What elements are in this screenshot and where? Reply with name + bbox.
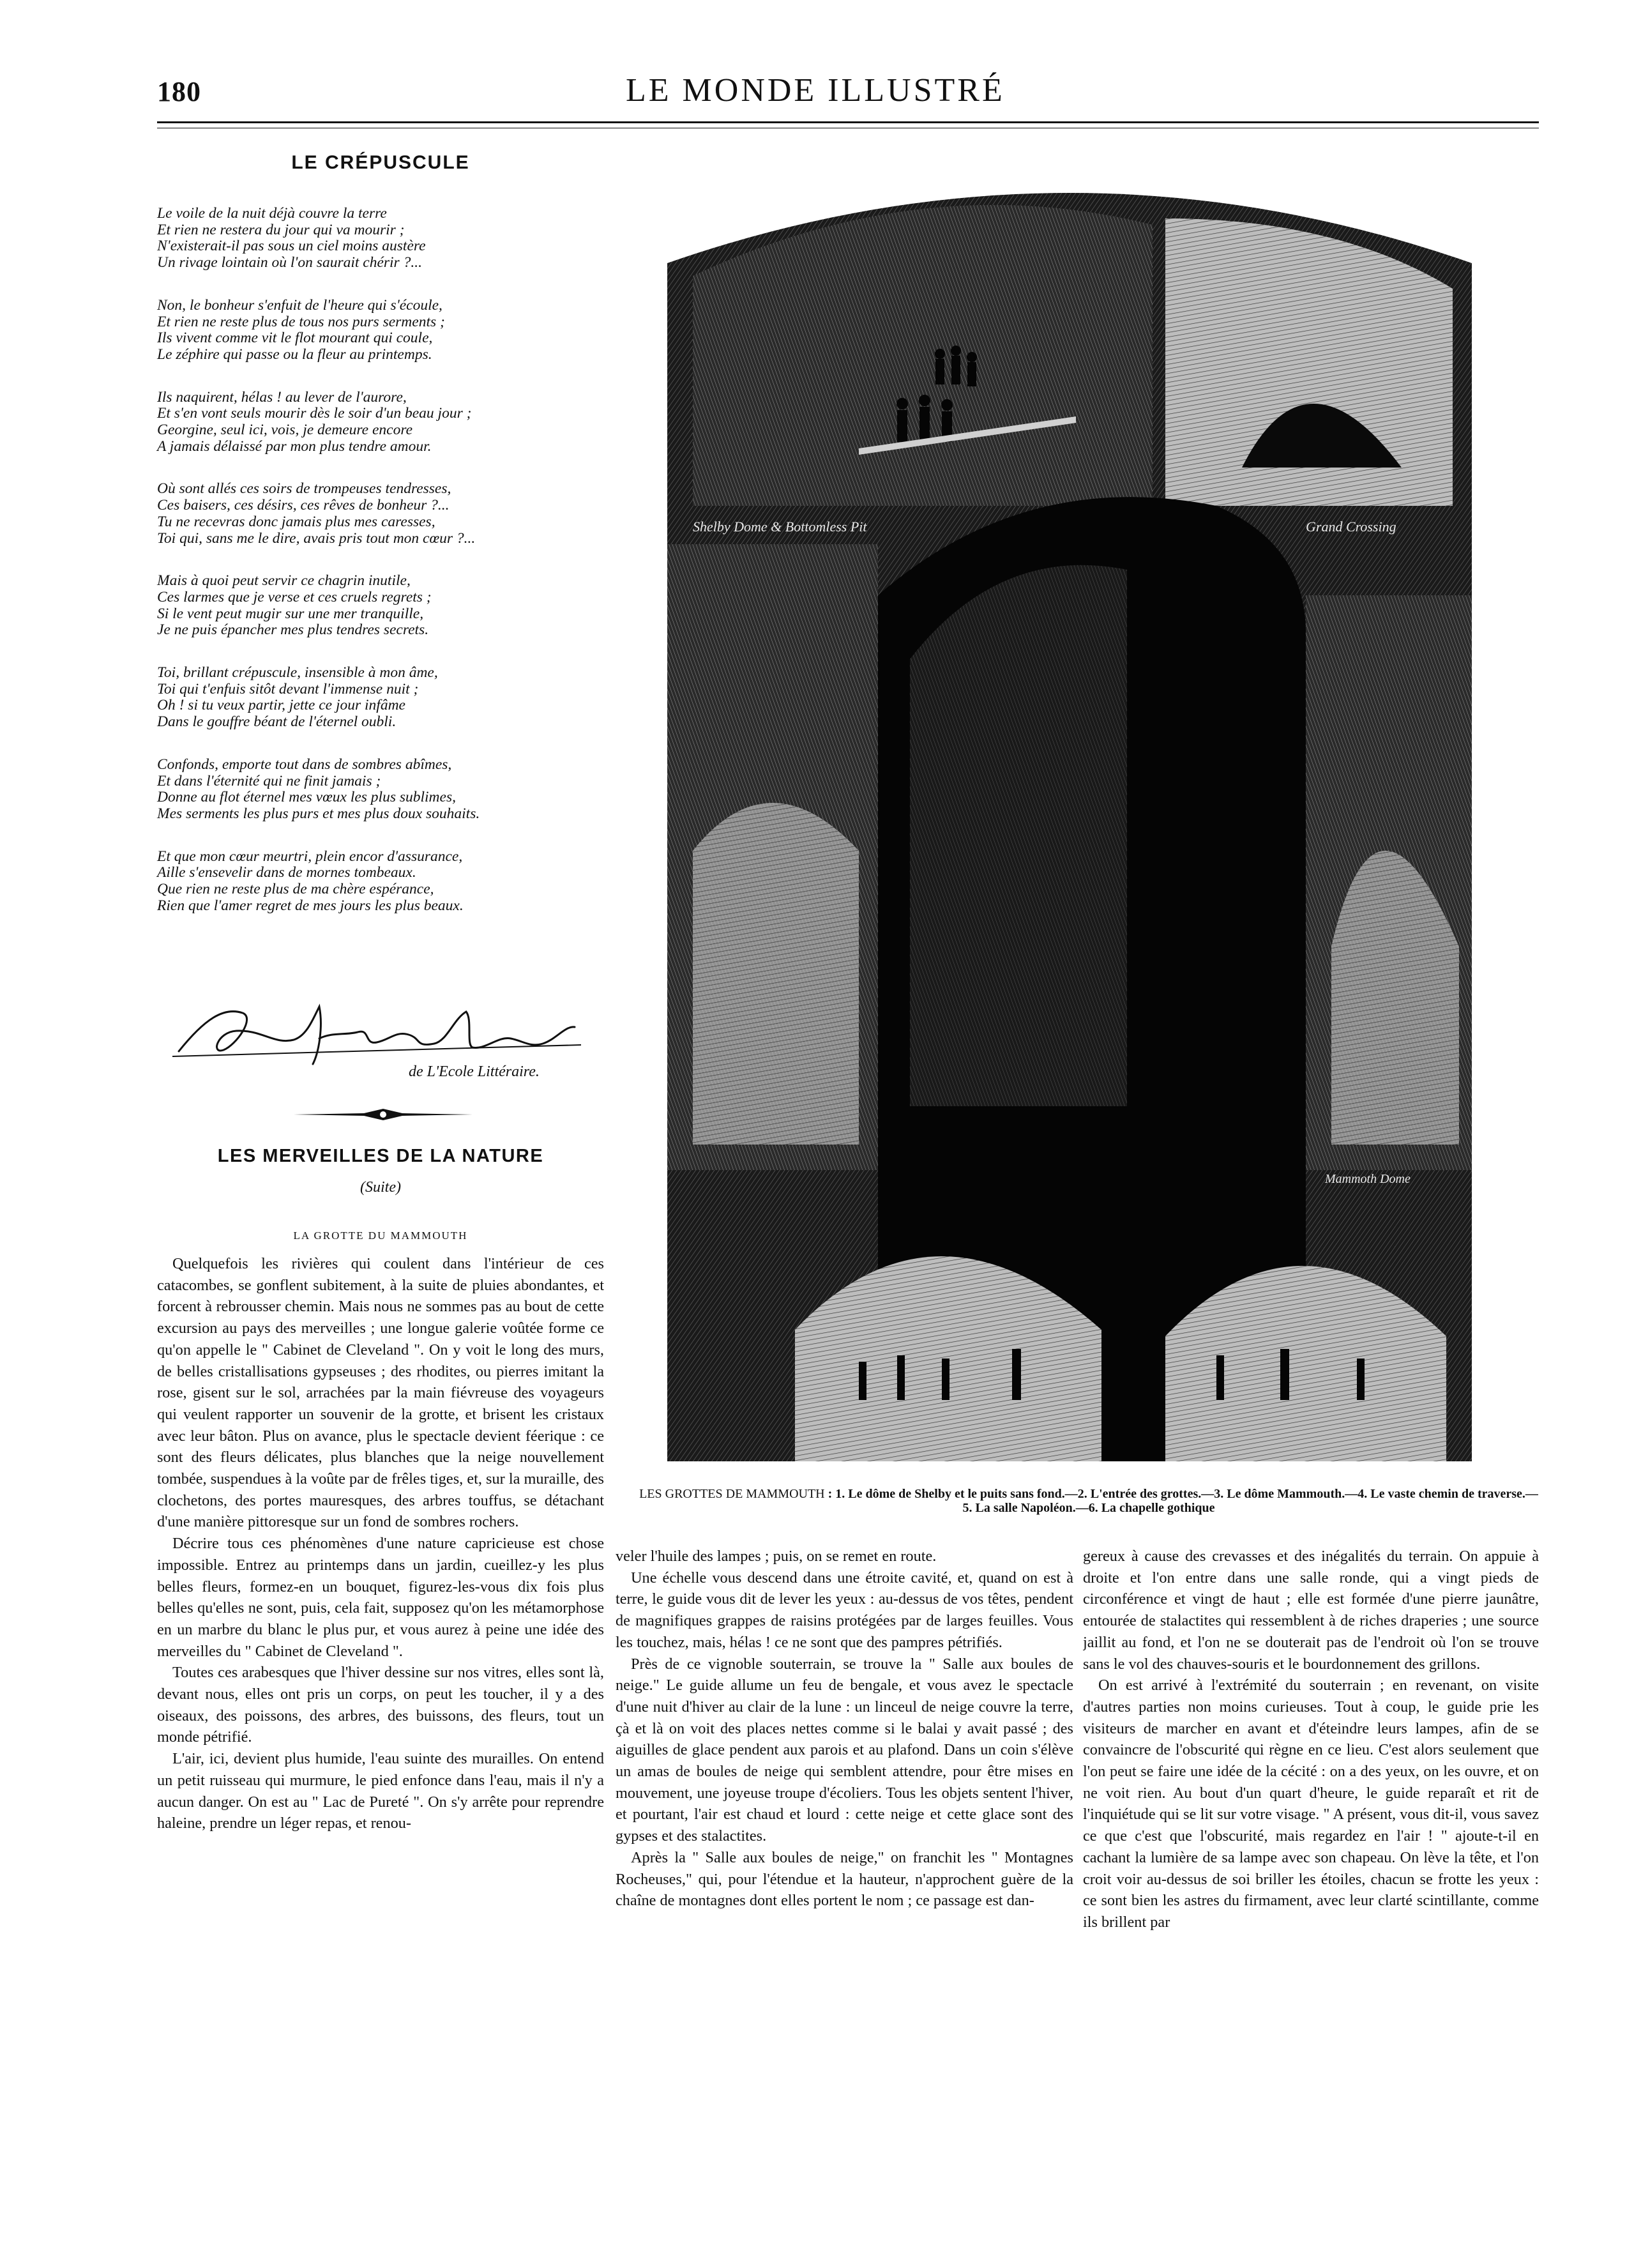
- paragraph: Toutes ces arabesques que l'hiver dessine sur nos vitres, elles sont là, devant nous, elles ont pris un corps, on peut les toucher, il y a des oiseaux, des poissons, des arbres, des buissons, des fleurs, tout un monde pétrifié.: [157, 1664, 604, 1746]
- article-column-middle: [616, 1546, 1073, 2256]
- illustration-caption: [639, 1487, 1539, 1515]
- poem-verse: Si le vent peut mugir sur une mer tranquille,: [157, 605, 424, 622]
- poem: [157, 206, 604, 941]
- journal-title: LE MONDE ILLUSTRÉ: [626, 72, 1005, 109]
- poem-verse: Le zéphire qui passe ou la fleur au printemps.: [157, 346, 432, 363]
- header-rule: [157, 121, 1539, 123]
- poem-verse: Mais à quoi peut servir ce chagrin inutile,: [157, 572, 411, 590]
- paragraph: Après la " Salle aux boules de neige," on franchit les " Montagnes Rocheuses," qui, pour l'étendue et la hauteur, n'approchent guère de la chaîne de montagnes dont elles portent le nom ; ce passage est dan-: [616, 1848, 1073, 1910]
- poem-verse: Ces larmes que je verse et ces cruels regrets ;: [157, 588, 432, 605]
- poem-verse: Toi, brillant crépuscule, insensible à mon âme,: [157, 664, 438, 681]
- poem-verse: Aille s'ensevelir dans de mornes tombeaux.: [157, 864, 416, 881]
- poem-verse: Que rien ne reste plus de ma chère espérance,: [157, 881, 434, 898]
- poem-verse: Et que mon cœur meurtri, plein encor d'assurance,: [157, 848, 463, 865]
- poem-verse: Tu ne recevras donc jamais plus mes caresses,: [157, 513, 435, 530]
- poem-stanza: [157, 573, 604, 639]
- poem-verse: Je ne puis épancher mes plus tendres secrets.: [157, 621, 429, 639]
- poem-stanza: [157, 298, 604, 363]
- paragraph: gereux à cause des crevasses et des inégalités du terrain. On appuie à droite et l'on entre dans une salle ronde, qui a vingt pieds de circonférence et vingt de haut ; elle est formée d'une pierre jaunâtre, entourée de stalactites qui ressemblent à de riches draperies ; une source jaillit au fond, et l'on ne se douterait pas de l'endroit où l'on se trouve sans le vol des chauves-souris et le bourdonnement des grillons.: [1083, 1548, 1539, 1673]
- poem-affiliation: de L'Ecole Littéraire.: [409, 1063, 540, 1080]
- poem-verse: Georgine, seul ici, vois, je demeure encore: [157, 422, 413, 439]
- article-subtitle: LA GROTTE DU MAMMOUTH: [293, 1229, 468, 1242]
- poem-verse: Et s'en vont seuls mourir dès le soir d'un beau jour ;: [157, 405, 472, 422]
- poem-verse: Oh ! si tu veux partir, jette ce jour infâme: [157, 697, 405, 714]
- poem-verse: A jamais délaissé par mon plus tendre amour.: [157, 438, 432, 455]
- article-column-left: [157, 1253, 604, 2256]
- illustration-label: Shelby Dome & Bottomless Pit: [693, 519, 867, 535]
- poem-verse: Donne au flot éternel mes vœux les plus sublimes,: [157, 789, 456, 806]
- poem-verse: Et rien ne restera du jour qui va mourir ;: [157, 221, 405, 238]
- poem-verse: Ils naquirent, hélas ! au lever de l'aurore,: [157, 388, 407, 406]
- page-number: 180: [157, 76, 201, 107]
- poem-verse: Et dans l'éternité qui ne finit jamais ;: [157, 772, 381, 789]
- poem-stanza: [157, 665, 604, 731]
- paragraph: On est arrivé à l'extrémité du souterrain ; en revenant, on visite d'autres parties non moins curieuses. Tout à coup, le guide prie les visiteurs de marcher en avant et d'éteindre leurs lampes, afin de se convaincre de l'obscurité qui règne en ce lieu. C'est alors seulement que l'on peut se faire une idée de la cécité : on a des yeux, on les ouvre, et on ne voit rien. Au bout d'un quart d'heure, le guide reparaît et rit de l'inquiétude qui se lit sur votre visage. " A présent, vous dit-il, vous savez ce que c'est que l'obscurité, mais regardez en l'air ! " ajoute-t-il en cachant la lumière de sa lampe avec son chapeau. On lève la tête, et l'on croit voir au-dessus de soi briller les étoiles, chacun se frotte les yeux : ce sont bien les astres du firmament, avec leur clarté scintillante, comme ils brillent par: [1083, 1677, 1539, 1931]
- handwritten-signature: [166, 981, 587, 1077]
- caption-lead: LES GROTTES DE MAMMOUTH: [639, 1487, 825, 1501]
- poem-verse: Mes serments les plus purs et mes plus doux souhaits.: [157, 805, 480, 822]
- paragraph: Quelquefois les rivières qui coulent dans l'intérieur de ces catacombes, se gonflent subitement, à la suite de pluies abondantes, et forcent à rebrousser chemin. Mais nous ne sommes pas au bout de cette excursion au pays des merveilles ; une longue galerie voûtée forme ce qu'on appelle le " Cabinet de Cleveland ". On y voit le long des murs, de belles cristallisations gypseuses ; des rhodites, ou pierres imitant la rose, gisent sur le sol, arrachées par la main fiévreuse des voyageurs qui veulent rapporter un souvenir de la grotte, et brisent les cristaux avec leur bâton. Plus on avance, plus le spectacle devient féerique : ce sont des fleurs délicates, plus blanches que la neige nouvellement tombée, suspendues à la voûte par de frêles tiges, et, sur la muraille, des clochetons, des portes mauresques, des arbres touffus, se détachant d'une manière pittoresque sur un fond de sombres rochers.: [157, 1255, 604, 1531]
- caption-text: : 1. Le dôme de Shelby et le puits sans fond.—2. L'entrée des grottes.—3. Le dôme Mammouth.—4. Le vaste chemin de traverse.—5. La salle Napoléon.—6. La chapelle gothique: [824, 1487, 1538, 1515]
- poem-verse: N'existerait-il pas sous un ciel moins austère: [157, 238, 426, 255]
- poem-verse: Non, le bonheur s'enfuit de l'heure qui s'écoule,: [157, 296, 443, 314]
- poem-verse: Toi qui, sans me le dire, avais pris tout mon cœur ?...: [157, 529, 476, 547]
- poem-stanza: [157, 757, 604, 823]
- mammoth-cave-engraving: [667, 148, 1472, 1461]
- poem-stanza: [157, 481, 604, 547]
- paragraph: veler l'huile des lampes ; puis, on se remet en route.: [616, 1548, 937, 1565]
- poem-verse: Un rivage lointain où l'on saurait chérir ?...: [157, 254, 422, 271]
- illustration-label: Mammoth Dome: [1325, 1172, 1411, 1186]
- article-title: LES MERVEILLES DE LA NATURE: [217, 1146, 544, 1166]
- poem-verse: Ils vivent comme vit le flot mourant qui coule,: [157, 330, 433, 347]
- poem-verse: Où sont allés ces soirs de trompeuses tendresses,: [157, 480, 451, 498]
- poem-stanza: [157, 849, 604, 915]
- poem-verse: Le voile de la nuit déjà couvre la terre: [157, 205, 387, 222]
- poem-verse: Toi qui t'enfuis sitôt devant l'immense nuit ;: [157, 680, 419, 697]
- poem-verse: Et rien ne reste plus de tous nos purs serments ;: [157, 313, 445, 330]
- paragraph: Une échelle vous descend dans une étroite cavité, et, quand on est à terre, le guide vous dit de lever les yeux : au-dessus de vos têtes, pendent de magnifiques grappes de raisins protégées par de larges feuilles. Vous les touchez, mais, hélas ! ce ne sont que des pampres pétrifiés.: [616, 1569, 1073, 1651]
- poem-verse: Confonds, emporte tout dans de sombres abîmes,: [157, 756, 452, 773]
- poem-stanza: [157, 206, 604, 271]
- paragraph: L'air, ici, devient plus humide, l'eau suinte des murailles. On entend un petit ruisseau qui murmure, le pied enfonce dans l'eau, mais il n'y a aucun danger. On est au " Lac de Pureté ". On s'y arrête pour reprendre haleine, prendre un léger repas, et renou-: [157, 1750, 604, 1832]
- section-ornament: [287, 1105, 479, 1124]
- illustration-label: Grand Crossing: [1306, 519, 1396, 535]
- poem-verse: Rien que l'amer regret de mes jours les plus beaux.: [157, 897, 464, 914]
- article-suite: (Suite): [360, 1179, 401, 1196]
- paragraph: Près de ce vignoble souterrain, se trouve la " Salle aux boules de neige." Le guide allume un feu de bengale, et vous avez le spectacle d'une nuit d'hiver au clair de la lune : un linceul de neige couvre la terre, çà et là on voit des places nettes comme si le balai y avait passé ; des aiguilles de glace pendent aux parois et au plafond. Dans un coin s'élève un amas de boules de neige qui semblent attendre, pour être mises en mouvement, une joyeuse troupe d'écoliers. Tous les objets sentent l'hiver, et pourtant, l'air est chaud et lourd : cette neige et cette glace sont des gypses et des stalactites.: [616, 1655, 1073, 1845]
- article-column-right: [1083, 1546, 1539, 2256]
- poem-title: LE CRÉPUSCULE: [291, 152, 470, 173]
- paragraph: Décrire tous ces phénomènes d'une nature capricieuse est chose impossible. Entrez au printemps dans un jardin, cueillez-y les plus belles fleurs, formez-en un bouquet, figurez-les-vous dix fois plus belles qu'elles ne sont, puis, cela fait, supposez qu'on les métamorphose en un marbre du blanc le plus pur, et vous aurez à peine une idée des merveilles du " Cabinet de Cleveland ".: [157, 1535, 604, 1660]
- poem-stanza: [157, 390, 604, 455]
- poem-verse: Dans le gouffre béant de l'éternel oubli.: [157, 713, 397, 731]
- poem-verse: Ces baisers, ces désirs, ces rêves de bonheur ?...: [157, 497, 450, 514]
